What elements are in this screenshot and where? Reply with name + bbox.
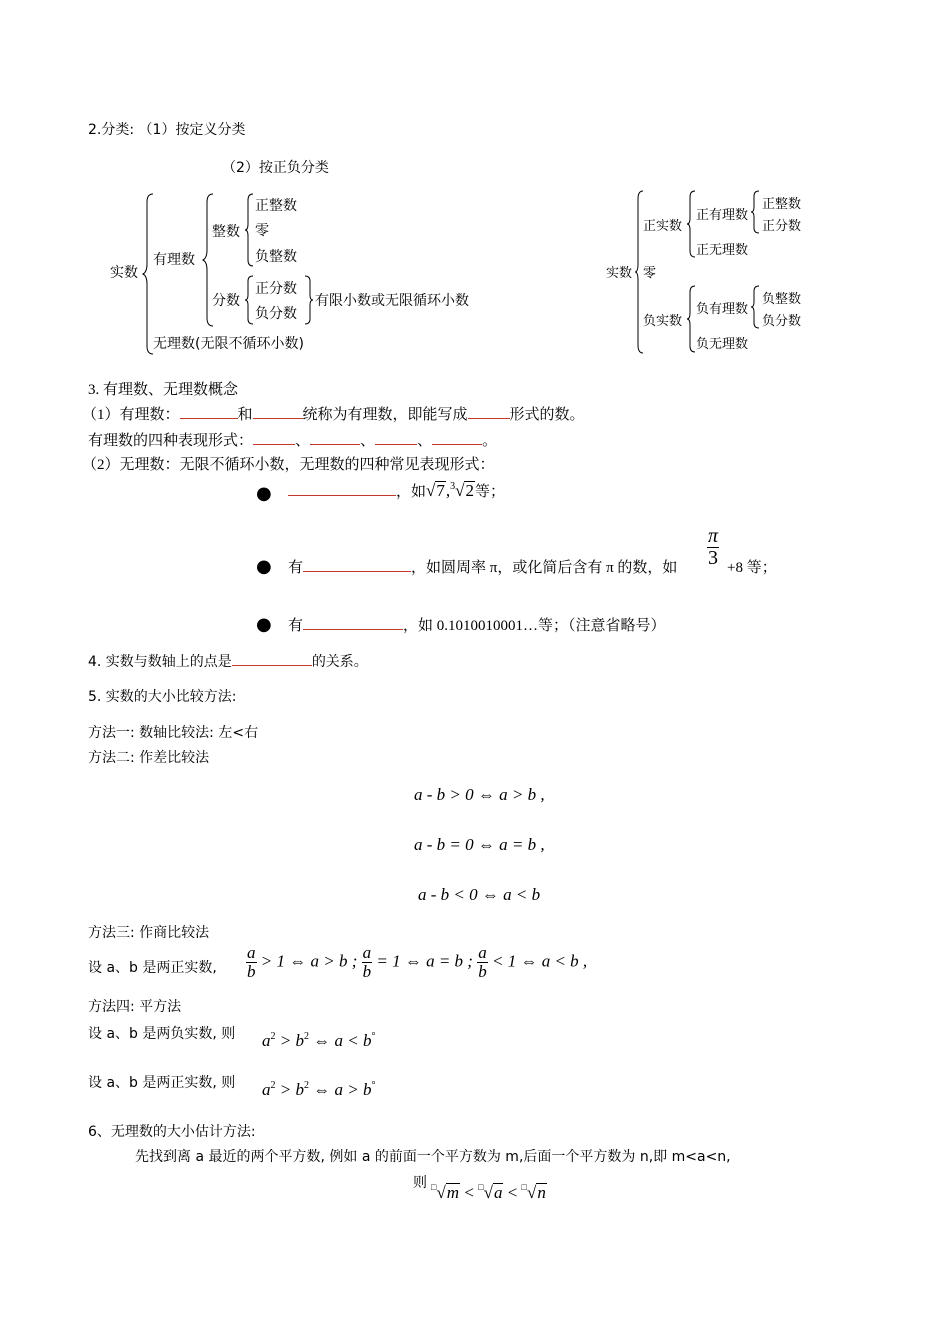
irrational-definition-line: （2）无理数：无限不循环小数，无理数的四种常见表现形式： [82,457,495,473]
tree1-root: 实数 [110,265,138,281]
brace-pos-rational [751,191,761,233]
method-2: 方法二: 作差比较法 [88,750,210,766]
tree1-pos-int: 正整数 [255,198,297,214]
bullet-3: ● [256,614,272,635]
section-4-line: 4. 实数与数轴上的点是 的关系。 [88,651,368,671]
tree1-zero: 零 [255,223,269,239]
square-rule-negative: $a^2 > b^2$ ⇔ a < b° [262,1031,376,1050]
classification-by-sign: （2）按正负分类 [222,160,329,176]
blank-2[interactable] [253,404,303,419]
section-6-explanation: 先找到离 a 最近的两个平方数, 例如 a 的前面一个平方数为 m,后面一个平方数为 n,即 m<a<n, [135,1149,731,1165]
section-6-then: 则 [413,1175,427,1191]
section-2-heading [88,119,245,139]
section-2-title: 2.分类: [88,122,139,138]
blank-10[interactable] [303,615,403,630]
irrational-form-radicals: ，如√7,$^3$√2等； [288,480,505,501]
tree1-fraction: 分数 [212,293,240,309]
tree2-neg-int: 负整数 [762,292,802,307]
closing-brace-fraction [303,276,313,324]
bullet-2: ● [256,556,272,577]
blank-5[interactable] [310,430,360,445]
section-6-title: 6、无理数的大小估计方法: [88,1124,256,1140]
blank-8[interactable] [288,481,396,496]
bullet-1: ● [256,483,272,504]
tree2-neg-irrational: 负无理数 [696,337,749,352]
brace-fraction [245,276,255,324]
tree1-integer: 整数 [212,224,240,240]
tree1-rational: 有理数 [153,252,195,268]
tree2-neg-real: 负实数 [643,314,683,329]
brace-real [143,194,155,354]
tree2-pos-int: 正整数 [762,197,802,212]
rational-definition-line: （1）有理数： 和 统称为有理数，即能写成 形式的数。 [82,403,585,424]
blank-11[interactable] [232,651,312,666]
difference-rule-zero: a - b = 0 ⇔ a = b , [414,835,545,854]
section-5-title: 5. 实数的大小比较方法: [88,689,237,705]
tree1-frac-note: 有限小数或无限循环小数 [315,293,469,309]
blank-4[interactable] [253,430,295,445]
irrational-form-pi: 有 ，如圆周率 π，或化简后含有 π 的数，如 [288,556,677,577]
method-4-negative-text: 设 a、b 是两负实数, 则 [88,1026,236,1042]
tree1-pos-frac: 正分数 [255,281,297,297]
irrational-form-decimal: 有 ，如 0.1010010001…等；（注意省略号） [288,614,666,635]
brace-neg-rational [751,286,761,328]
tree1-neg-frac: 负分数 [255,306,297,322]
blank-1[interactable] [180,404,238,419]
difference-rule-positive: a - b > 0 ⇔ a > b , [414,785,545,804]
square-rule-positive: $a^2 > b^2$ ⇔ a > b° [262,1080,376,1099]
tree2-neg-frac: 负分数 [762,314,802,329]
tree2-pos-irrational: 正无理数 [696,243,749,258]
brace-integer [245,194,255,266]
tree1-irrational: 无理数(无限不循环小数) [153,336,304,352]
tree2-pos-frac: 正分数 [762,219,802,234]
tree2-pos-real: 正实数 [643,219,683,234]
section-3-title: 3. 有理数、无理数概念 [88,382,239,398]
method-4-positive-text: 设 a、b 是两正实数, 则 [88,1075,236,1091]
quotient-rules: $\frac{a}{b}$ > 1 ⇔ a > b ; $\frac{a}{b}$ = 1 ⇔ a = b ; $\frac{a}{b}$ < 1 ⇔ a < b , [247,943,588,981]
pi-over-3-fraction: $\frac{\pi}{3}$ [708,525,719,569]
rational-forms-line: 有理数的四种表现形式： 、 、 、 。 [88,429,497,450]
tree2-pos-rational: 正有理数 [696,208,749,223]
method-3: 方法三: 作商比较法 [88,925,210,941]
tree2-zero: 零 [643,266,657,281]
classification-by-definition: （1）按定义分类 [138,122,246,138]
pi-example-end: +8 等； [727,560,777,576]
root-inequality: □√m < □√a < □√n [431,1182,546,1202]
blank-7[interactable] [432,430,482,445]
blank-6[interactable] [375,430,417,445]
blank-3[interactable] [468,404,510,419]
method-3-text: 设 a、b 是两正实数, [88,960,217,976]
tree2-neg-rational: 负有理数 [696,302,749,317]
tree2-root: 实数 [606,266,633,281]
method-4: 方法四: 平方法 [88,999,182,1015]
tree1-neg-int: 负整数 [255,249,297,265]
blank-9[interactable] [303,557,411,572]
difference-rule-negative: a - b < 0 ⇔ a < b [418,885,541,904]
method-1: 方法一: 数轴比较法: 左<右 [88,725,259,741]
